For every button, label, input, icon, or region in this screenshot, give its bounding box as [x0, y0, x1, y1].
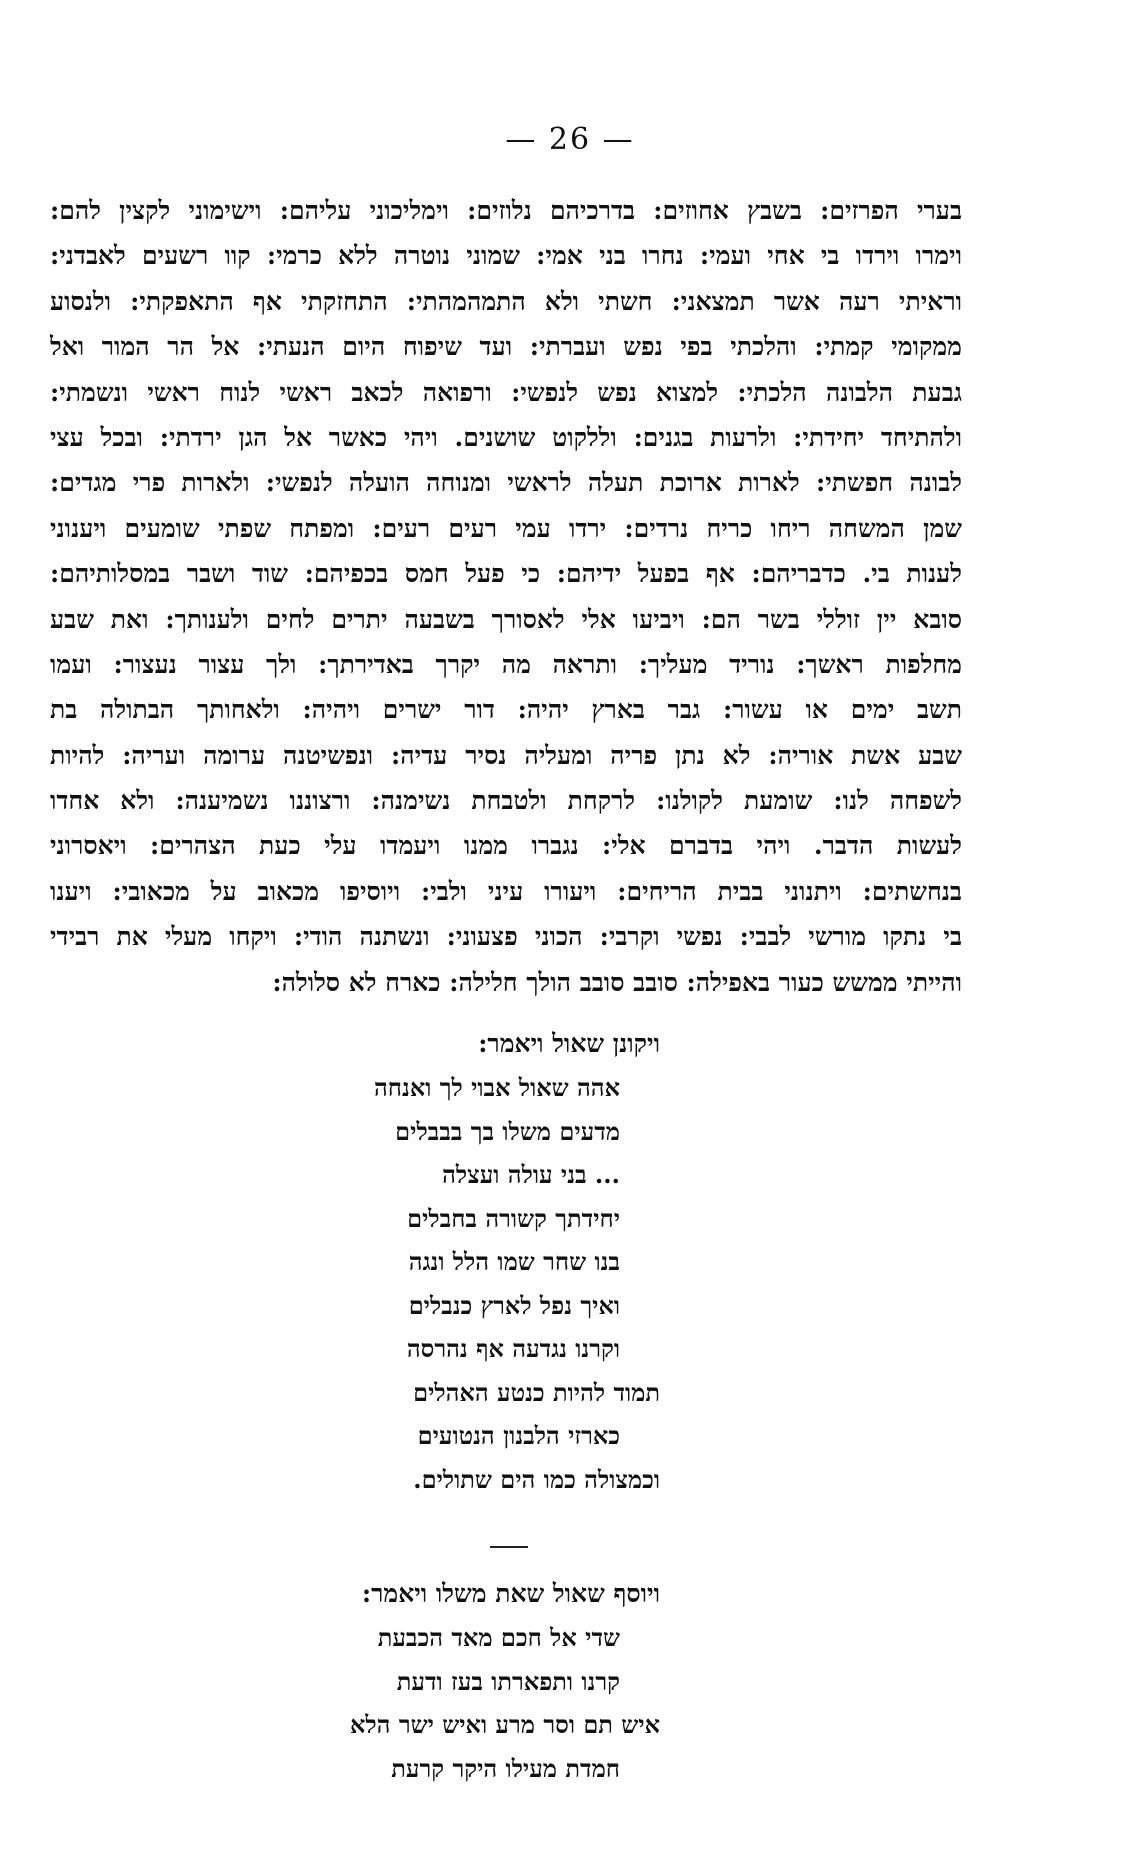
poem-verse: וקרנו נגדעה אף נהרסה [406, 1334, 620, 1363]
poem-verse: ... בני עולה ועצלה [442, 1160, 620, 1189]
prose-line: לשפחה לנו: שומעת לקולנו: לרקחת ולטבחת נשימנה: ורצוננו נשמיענה: ולא אחדו [50, 786, 962, 816]
poem-verse: וכמצולה כמו הים שתולים. [413, 1464, 660, 1494]
prose-line: שבע אשת אוריה: לא נתן פריה ומעליה נסיר עדיה: ונפשיטנה ערומה ועריה: להיות [50, 740, 962, 770]
prose-line: והייתי ממשש כעור באפילה: סובב סובב הולך חלילה: כארח לא סלולה: [272, 967, 962, 997]
prose-line: ממקומי קמתי: והלכתי בפי נפש ועברתי: ועד שיפוח היום הנעתי: אל הר המור ואל [50, 332, 962, 362]
poem-verse: כארזי הלבנון הנטועים [417, 1421, 620, 1450]
prose-line: מחלפות ראשך: נוריד מעליך: ותראה מה יקרך באדירתך: ולך עצור נעצור: ועמו [50, 649, 962, 679]
prose-line: ולהתיחד יחידתי: ולרעות בגנים: וללקוט שושנים. ויהי כאשר אל הגן ירדתי: ובכל עצי [50, 422, 962, 452]
poem-verse: תמוד להיות כנטע האהלים [413, 1377, 660, 1407]
poem-heading: ויקונן שאול ויאמר: [478, 1029, 660, 1058]
poem-parable [300, 1572, 660, 1790]
prose-block [50, 188, 962, 1005]
poem-verse: שדי אל חכם מאד הכבעת [377, 1623, 620, 1652]
poem-verse: יחידתך קשורה בחבלים [407, 1203, 620, 1233]
prose-line: לענות בי. כדבריהם: אף בפעל ידיהם: כי פעל חמס בכפיהם: שוד ושבר במסלותיהם: [50, 559, 962, 589]
poem-verse: קרנו ותפארתו בעז ודעת [396, 1666, 620, 1696]
prose-line: שמן המשחה ריחו כריח נרדים: ירדו עמי רעים רעים: ומפתח שפתי שומעים ויענוני [50, 513, 962, 543]
prose-line: לבונה חפשתי: לארות ארוכת תעלה לראשי ומנוחה הועלה לנפשי: ולארות פרי מגדים: [50, 468, 962, 498]
prose-line: בנחשתים: ויתנוני בבית הריחים: ויעורו עיני ולבי: ויוסיפו מכאוב על מכאובי: ויענו [50, 876, 962, 906]
page-number: — 26 — [505, 122, 635, 157]
prose-line: לעשות הדבר. ויהי בדברם אלי: נגברו ממנו ויעמדו עלי כעת הצהרים: ויאסרוני [50, 831, 962, 861]
poem-verse: מדעים משלו בך בבבלים [395, 1116, 620, 1146]
poem-verse: אהה שאול אבוי לך ואנחה [374, 1073, 620, 1102]
poem-verse: חמדת מעילו היקר קרעת [391, 1753, 620, 1783]
poem-lament [300, 1022, 660, 1501]
section-divider [490, 1546, 528, 1548]
poem-verse: בנו שחר שמו הלל ונגה [408, 1247, 620, 1276]
prose-line: וימרו וירדו בי אחי ועמי: נחרו בני אמי: שמוני נוטרה ללא כרמי: קוו רשעים לאבדני: [50, 241, 962, 271]
prose-line: בי נתקו מורשי לבבי: נפשי וקרבי: הכוני פצעוני: ונשתנה הודי: ויקחו מעלי את רבידי [50, 922, 962, 952]
poem-verse: איש תם וסר מרע ואיש ישר הלא [350, 1710, 660, 1739]
prose-line: סובא יין זוללי בשר הם: ויביעו אלי לאסורך בשבעה יתרים לחים ולענותך: ואת שבע [50, 604, 962, 634]
prose-line: תשב ימים או עשור: גבר בארץ יהיה: דור ישרים ויהיה: ולאחותך הבתולה בת [50, 695, 962, 725]
prose-line: וראיתי רעה אשר תמצאני: חשתי ולא התמהמהתי: התחזקתי אף התאפקתי: ולנסוע [50, 286, 962, 316]
prose-line: בערי הפרזים: בשבץ אחוזים: בדרכיהם נלוזים: וימליכוני עליהם: וישימוני לקצין להם: [50, 196, 962, 225]
poem-verse: ואיך נפל לארץ כנבלים [408, 1290, 620, 1320]
poem-heading: ויוסף שאול שאת משלו ויאמר: [361, 1579, 660, 1608]
prose-line: גבעת הלבונה הלכתי: למצוא נפש לנפשי: ורפואה לכאב ראשי לנוח ראשי ונשמתי: [50, 377, 962, 407]
